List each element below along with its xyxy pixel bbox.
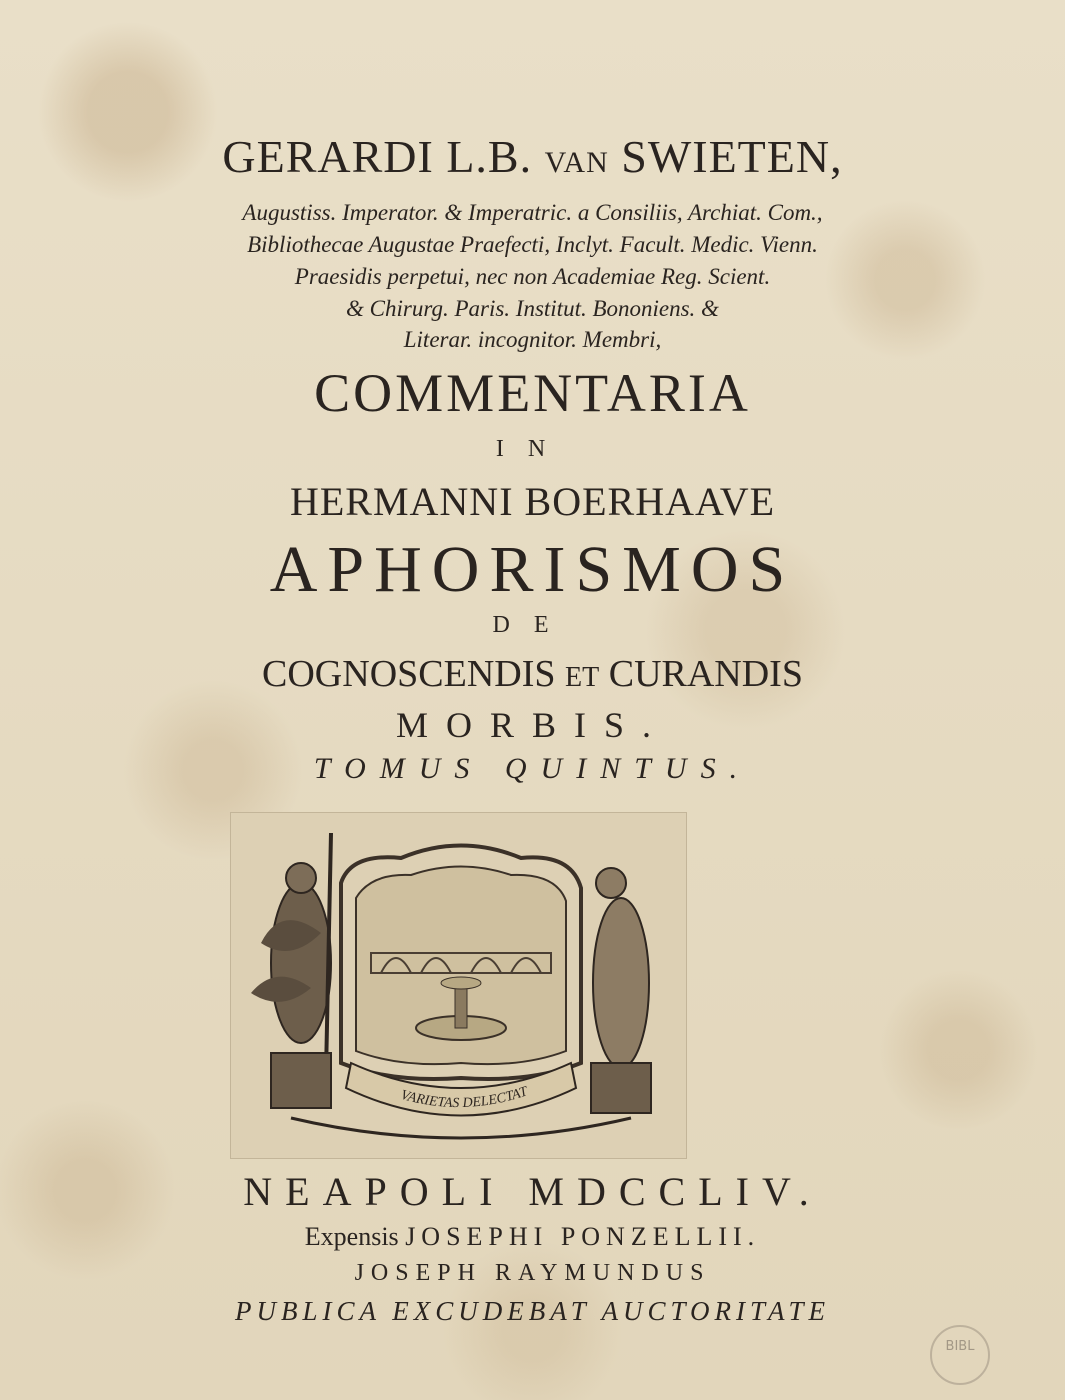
printer-device-engraving bbox=[230, 812, 687, 1159]
author-surname: SWIETEN, bbox=[621, 131, 843, 182]
engraving-motto: VARIETAS DELECTAT bbox=[398, 1084, 530, 1112]
imprint-expensis: Expensis bbox=[304, 1222, 399, 1251]
title-cognoscendis: COGNOSCENDIS bbox=[262, 653, 556, 695]
author-title-line-1: Augustiss. Imperator. & Imperatric. a Consiliis, Archiat. Com., bbox=[242, 200, 823, 225]
imprint-publisher-line bbox=[0, 1222, 1065, 1252]
author-title-line-5: Literar. incognitor. Membri, bbox=[403, 327, 662, 352]
title-in: IN bbox=[495, 436, 570, 462]
author-name bbox=[0, 130, 1065, 183]
title-curandis: CURANDIS bbox=[608, 653, 803, 695]
title-morbis: MORBIS. bbox=[395, 705, 670, 745]
title-commentaria: COMMENTARIA bbox=[314, 363, 751, 423]
author-title-line-3: Praesidis perpetui, nec non Academiae Reg. Scient. bbox=[294, 264, 771, 289]
author-title-line-2: Bibliothecae Augustae Praefecti, Inclyt. Facult. Medic. Vienn. bbox=[247, 232, 818, 257]
title-aphorismos: APHORISMOS bbox=[269, 533, 796, 606]
title-de: DE bbox=[492, 612, 573, 638]
author-particle: VAN bbox=[544, 146, 609, 179]
author-given-name: GERARDI L.B. bbox=[222, 131, 533, 182]
volume-label: TOMUS QUINTUS. bbox=[313, 752, 752, 785]
imprint-authority: PUBLICA EXCUDEBAT AUCTORITATE bbox=[234, 1296, 831, 1326]
library-stamp bbox=[930, 1325, 990, 1385]
title-hermanni-boerhaave: HERMANNI BOERHAAVE bbox=[289, 479, 776, 524]
imprint-printer: JOSEPH RAYMUNDUS bbox=[354, 1260, 711, 1286]
title-et: ET bbox=[565, 662, 600, 693]
title-cognoscendis-line bbox=[0, 652, 1065, 696]
imprint-publisher: JOSEPHI PONZELLII. bbox=[405, 1222, 761, 1251]
engraving-illustration bbox=[231, 813, 686, 1158]
imprint-place-date: NEAPOLI MDCCLIV. bbox=[243, 1169, 822, 1214]
author-title-line-4: & Chirurg. Paris. Institut. Bononiens. & bbox=[346, 296, 719, 321]
library-stamp-text: BIBL bbox=[945, 1339, 975, 1354]
